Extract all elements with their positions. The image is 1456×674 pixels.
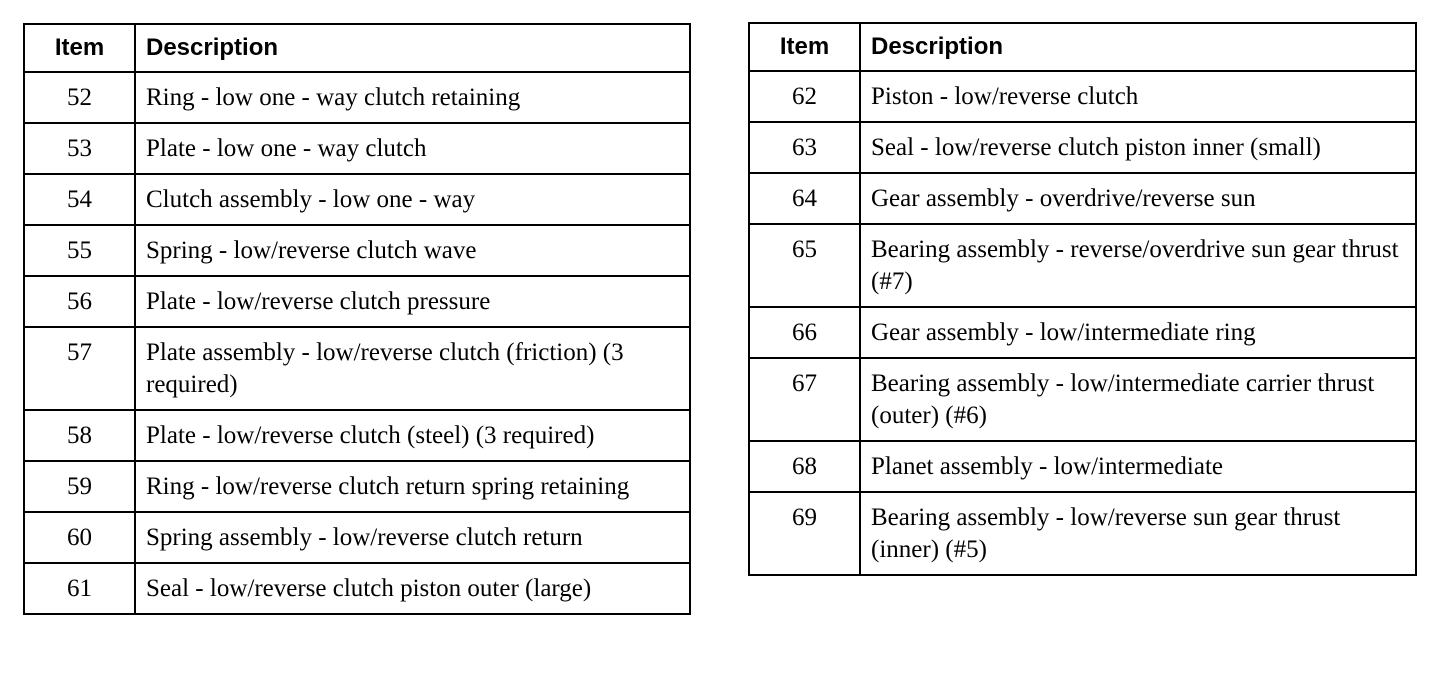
description-column-header: Description [860, 23, 1416, 71]
item-number: 53 [24, 123, 135, 174]
item-description: Ring - low one - way clutch retaining [135, 72, 690, 123]
table-row [24, 410, 690, 461]
item-number: 64 [749, 173, 860, 224]
item-column-header: Item [24, 24, 135, 72]
item-number: 55 [24, 225, 135, 276]
item-number: 59 [24, 461, 135, 512]
item-description: Seal - low/reverse clutch piston outer (large) [135, 563, 690, 614]
parts-table-left [23, 23, 691, 615]
table-row [749, 492, 1416, 575]
item-description: Seal - low/reverse clutch piston inner (small) [860, 122, 1416, 173]
item-description: Planet assembly - low/intermediate [860, 441, 1416, 492]
item-description: Spring - low/reverse clutch wave [135, 225, 690, 276]
parts-table-right [748, 22, 1417, 576]
table-row [749, 71, 1416, 122]
item-description: Plate - low/reverse clutch pressure [135, 276, 690, 327]
item-description: Bearing assembly - low/reverse sun gear thrust (inner) (#5) [860, 492, 1416, 575]
table-row [749, 358, 1416, 441]
item-number: 63 [749, 122, 860, 173]
table-header-row [749, 23, 1416, 71]
item-number: 66 [749, 307, 860, 358]
item-number: 67 [749, 358, 860, 441]
item-number: 62 [749, 71, 860, 122]
item-number: 69 [749, 492, 860, 575]
item-number: 57 [24, 327, 135, 410]
item-number: 61 [24, 563, 135, 614]
item-description: Piston - low/reverse clutch [860, 71, 1416, 122]
table-row [749, 122, 1416, 173]
item-description: Spring assembly - low/reverse clutch return [135, 512, 690, 563]
table-row [24, 461, 690, 512]
table-row [24, 72, 690, 123]
description-column-header: Description [135, 24, 690, 72]
item-description: Plate - low one - way clutch [135, 123, 690, 174]
table-row [749, 307, 1416, 358]
item-number: 54 [24, 174, 135, 225]
item-description: Plate - low/reverse clutch (steel) (3 required) [135, 410, 690, 461]
item-column-header: Item [749, 23, 860, 71]
table-header-row [24, 24, 690, 72]
item-description: Gear assembly - overdrive/reverse sun [860, 173, 1416, 224]
table-row [24, 512, 690, 563]
item-description: Ring - low/reverse clutch return spring retaining [135, 461, 690, 512]
table-row [24, 563, 690, 614]
item-description: Gear assembly - low/intermediate ring [860, 307, 1416, 358]
table-row [24, 327, 690, 410]
item-number: 68 [749, 441, 860, 492]
table-row [24, 225, 690, 276]
table-row [749, 224, 1416, 307]
table-row [749, 441, 1416, 492]
item-description: Plate assembly - low/reverse clutch (friction) (3 required) [135, 327, 690, 410]
item-description: Bearing assembly - low/intermediate carrier thrust (outer) (#6) [860, 358, 1416, 441]
item-description: Clutch assembly - low one - way [135, 174, 690, 225]
item-description: Bearing assembly - reverse/overdrive sun gear thrust (#7) [860, 224, 1416, 307]
table-row [24, 276, 690, 327]
item-number: 52 [24, 72, 135, 123]
item-number: 58 [24, 410, 135, 461]
item-number: 65 [749, 224, 860, 307]
table-row [24, 174, 690, 225]
item-number: 56 [24, 276, 135, 327]
table-row [24, 123, 690, 174]
table-row [749, 173, 1416, 224]
item-number: 60 [24, 512, 135, 563]
